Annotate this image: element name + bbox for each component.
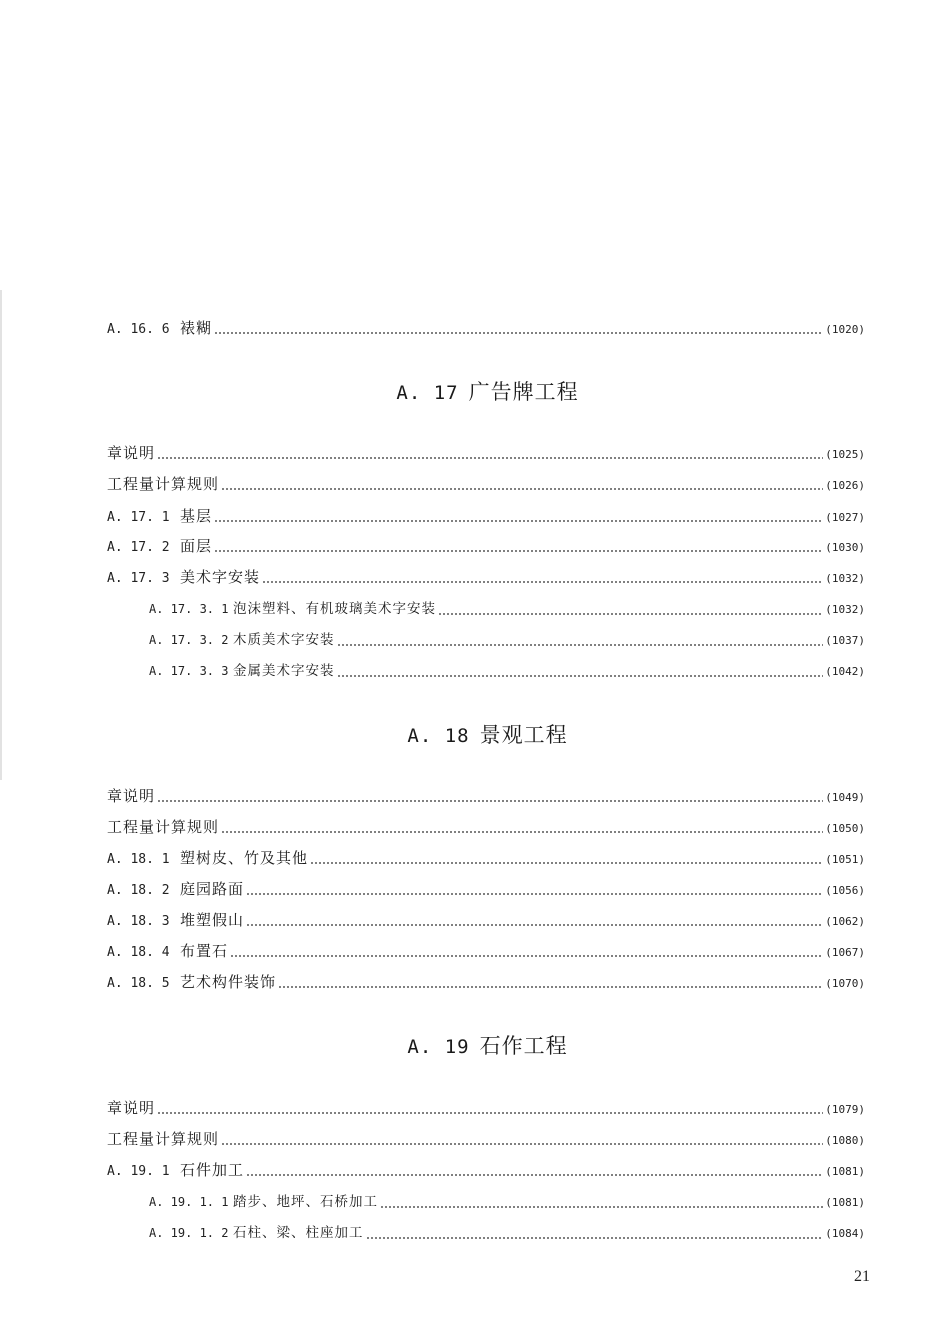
section-title: 石作工程 xyxy=(479,1034,568,1058)
toc-entry[interactable] xyxy=(107,879,865,901)
dot-leader xyxy=(278,986,823,988)
entry-number: A. 19. 1 xyxy=(107,1164,170,1179)
entry-page: (1084) xyxy=(825,1227,865,1240)
scan-edge-shadow xyxy=(0,290,2,780)
section-heading-a19 xyxy=(0,1030,950,1060)
entry-page: (1049) xyxy=(825,791,865,804)
entry-number: A. 17. 3 xyxy=(107,571,170,586)
entry-page: (1067) xyxy=(825,946,865,959)
dot-leader xyxy=(337,644,824,646)
entry-title: 裱糊 xyxy=(180,319,213,337)
entry-title: 美术字安装 xyxy=(180,568,261,586)
dot-leader xyxy=(230,955,823,957)
entry-title: 石件加工 xyxy=(180,1161,245,1179)
entry-title: 木质美术字安装 xyxy=(233,632,335,648)
entry-title: 面层 xyxy=(180,537,213,555)
entry-title: 工程量计算规则 xyxy=(107,475,220,493)
dot-leader xyxy=(438,613,823,615)
entry-title: 章说明 xyxy=(107,1099,156,1117)
entry-page: (1020) xyxy=(825,323,865,336)
toc-entry[interactable] xyxy=(107,817,865,839)
section-heading-a17 xyxy=(0,376,950,406)
entry-number: A. 17. 1 xyxy=(107,510,170,525)
dot-leader xyxy=(246,1174,823,1176)
entry-page: (1042) xyxy=(825,665,865,678)
page-number: 21 xyxy=(854,1268,870,1285)
entry-title: 基层 xyxy=(180,507,213,525)
dot-leader xyxy=(214,550,823,552)
entry-title: 泡沫塑料、有机玻璃美术字安装 xyxy=(233,601,436,617)
toc-entry[interactable] xyxy=(107,848,865,870)
toc-entry[interactable] xyxy=(107,506,865,528)
dot-leader xyxy=(246,924,823,926)
entry-number: A. 19. 1. 2 xyxy=(149,1226,229,1240)
entry-number: A. 17. 3. 1 xyxy=(149,602,229,616)
entry-page: (1025) xyxy=(825,448,865,461)
entry-title: 布置石 xyxy=(180,942,229,960)
entry-number: A. 17. 3. 3 xyxy=(149,664,229,678)
entry-title: 金属美术字安装 xyxy=(233,663,335,679)
entry-number: A. 18. 1 xyxy=(107,852,170,867)
toc-entry-a16-6[interactable] xyxy=(107,318,865,340)
entry-title: 塑树皮、竹及其他 xyxy=(180,849,309,867)
dot-leader xyxy=(157,800,823,802)
toc-entry[interactable] xyxy=(107,536,865,558)
entry-number: A. 17. 2 xyxy=(107,540,170,555)
dot-leader xyxy=(221,831,823,833)
toc-subentry[interactable] xyxy=(149,1192,865,1213)
toc-subentry[interactable] xyxy=(149,630,865,651)
toc-entry[interactable] xyxy=(107,972,865,994)
entry-title: 堆塑假山 xyxy=(180,911,245,929)
dot-leader xyxy=(157,457,823,459)
entry-number: A. 18. 2 xyxy=(107,883,170,898)
entry-page: (1081) xyxy=(825,1165,865,1178)
section-number: A. 19 xyxy=(407,1036,470,1058)
toc-entry[interactable] xyxy=(107,786,865,808)
toc-subentry[interactable] xyxy=(149,661,865,682)
toc-entry[interactable] xyxy=(107,910,865,932)
toc-subentry[interactable] xyxy=(149,599,865,620)
entry-page: (1026) xyxy=(825,479,865,492)
entry-number: A. 17. 3. 2 xyxy=(149,633,229,647)
entry-page: (1051) xyxy=(825,853,865,866)
entry-page: (1081) xyxy=(825,1196,865,1209)
entry-number: A. 18. 5 xyxy=(107,976,170,991)
section-heading-a18 xyxy=(0,719,950,749)
entry-page: (1032) xyxy=(825,572,865,585)
entry-title: 工程量计算规则 xyxy=(107,818,220,836)
dot-leader xyxy=(221,1143,823,1145)
toc-entry[interactable] xyxy=(107,474,865,496)
section-number: A. 17 xyxy=(396,382,459,404)
toc-entry[interactable] xyxy=(107,941,865,963)
toc-entry[interactable] xyxy=(107,443,865,465)
dot-leader xyxy=(310,862,823,864)
dot-leader xyxy=(337,675,824,677)
entry-title: 石柱、梁、柱座加工 xyxy=(233,1225,364,1241)
entry-page: (1079) xyxy=(825,1103,865,1116)
entry-number: A. 19. 1. 1 xyxy=(149,1195,229,1209)
toc-entry[interactable] xyxy=(107,1098,865,1120)
entry-page: (1070) xyxy=(825,977,865,990)
entry-title: 踏步、地坪、石桥加工 xyxy=(233,1194,378,1210)
dot-leader xyxy=(221,488,823,490)
section-number: A. 18 xyxy=(407,725,470,747)
dot-leader xyxy=(157,1112,823,1114)
entry-page: (1027) xyxy=(825,511,865,524)
entry-number: A. 18. 3 xyxy=(107,914,170,929)
toc-entry[interactable] xyxy=(107,1129,865,1151)
entry-page: (1062) xyxy=(825,915,865,928)
section-title: 广告牌工程 xyxy=(468,380,579,404)
entry-page: (1032) xyxy=(825,603,865,616)
entry-title: 艺术构件装饰 xyxy=(180,973,277,991)
toc-subentry[interactable] xyxy=(149,1223,865,1244)
entry-number: A. 18. 4 xyxy=(107,945,170,960)
dot-leader xyxy=(380,1206,823,1208)
dot-leader xyxy=(214,332,823,334)
entry-title: 章说明 xyxy=(107,444,156,462)
entry-title: 章说明 xyxy=(107,787,156,805)
entry-number: A. 16. 6 xyxy=(107,322,170,337)
dot-leader xyxy=(214,520,823,522)
dot-leader xyxy=(366,1237,824,1239)
entry-page: (1080) xyxy=(825,1134,865,1147)
toc-entry[interactable] xyxy=(107,567,865,589)
entry-page: (1037) xyxy=(825,634,865,647)
dot-leader xyxy=(246,893,823,895)
entry-page: (1056) xyxy=(825,884,865,897)
dot-leader xyxy=(262,581,823,583)
toc-entry[interactable] xyxy=(107,1160,865,1182)
section-title: 景观工程 xyxy=(479,723,568,747)
entry-title: 庭园路面 xyxy=(180,880,245,898)
entry-title: 工程量计算规则 xyxy=(107,1130,220,1148)
entry-page: (1050) xyxy=(825,822,865,835)
entry-page: (1030) xyxy=(825,541,865,554)
